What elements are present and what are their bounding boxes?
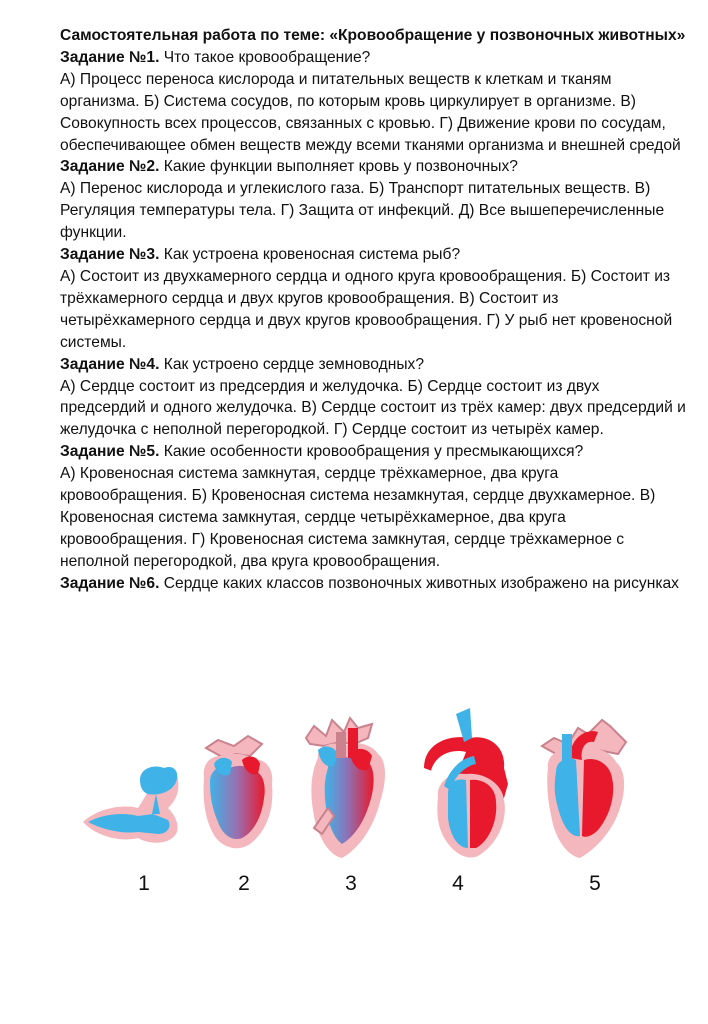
fish-heart-drawing — [83, 767, 178, 843]
bird-mammal-heart-drawing — [542, 720, 626, 858]
task-3 — [60, 244, 688, 266]
worksheet — [60, 25, 688, 595]
task-answers: А) Кровеносная система замкнутая, сердце трёхкамерное, два круга кровообращения. Б) Кровеносная система незамкнутая, сердце двухкамерное. В) Кровеносная система замкнутая, сердце четырёхкамерное, два круга кровообращения. Г) Кровеносная система замкнутая, сердце трёхкамерное с неполной перегородкой, два круга кровообращения. — [60, 465, 656, 570]
hearts-figure — [78, 698, 658, 873]
figure-number: 3 — [345, 872, 357, 895]
reptile-heart-drawing — [306, 718, 385, 858]
task-6 — [60, 573, 688, 595]
task-answers: А) Сердце состоит из предсердия и желудочка. Б) Сердце состоит из двух предсердий и одного желудочка. В) Сердце состоит из трёх камер: двух предсердий и желудочка с неполной перегородкой. Г) Сердце состоит из четырёх камер. — [60, 377, 686, 439]
task-question: Как устроено сердце земноводных? — [163, 355, 424, 373]
task-5 — [60, 441, 688, 463]
task-answers: А) Состоит из двухкамерного сердца и одного круга кровообращения. Б) Состоит из трёхкамерного сердца и двух кругов кровообращения. В) Состоит из четырёхкамерного сердца и двух кругов кровообращения. Г) У рыб нет кровеносной системы. — [60, 267, 673, 351]
worksheet-title: Самостоятельная работа по теме: «Кровообращение у позвоночных животных» — [60, 27, 686, 44]
task-label: Задание №2. — [60, 158, 160, 176]
figure-number: 2 — [238, 872, 250, 895]
task-question: Сердце каких классов позвоночных животных изображено на рисунках — [163, 574, 679, 592]
task-label: Задание №1. — [60, 48, 160, 66]
task-1 — [60, 47, 688, 69]
amphibian-heart-drawing — [204, 736, 273, 848]
figure-number-row — [0, 872, 708, 902]
four-chamber-heart-drawing — [424, 708, 508, 858]
figure-number: 4 — [452, 872, 464, 895]
task-question: Как устроена кровеносная система рыб? — [163, 246, 461, 264]
task-label: Задание №4. — [60, 355, 160, 373]
task-question: Что такое кровообращение? — [163, 48, 371, 66]
task-answers: А) Процесс переноса кислорода и питательных веществ к клеткам и тканям организма. Б) Система сосудов, по которым кровь циркулирует в организме. В) Совокупность всех процессов, связанных с кровью. Г) Движение крови по сосудам, обеспечивающее обмен веществ между всеми тканями организма и внешней средой — [60, 70, 681, 154]
task-question: Какие функции выполняет кровь у позвоночных? — [163, 158, 518, 176]
task-question: Какие особенности кровообращения у пресмыкающихся? — [163, 443, 584, 461]
task-label: Задание №3. — [60, 246, 160, 264]
figure-number: 5 — [589, 872, 601, 895]
task-label: Задание №6. — [60, 574, 160, 592]
task-4 — [60, 354, 688, 376]
task-answers: А) Перенос кислорода и углекислого газа. Б) Транспорт питательных веществ. В) Регуляция температуры тела. Г) Защита от инфекций. Д) Все вышеперечисленные функции. — [60, 180, 665, 242]
task-label: Задание №5. — [60, 443, 160, 461]
task-2 — [60, 156, 688, 178]
hearts-illustration — [78, 698, 658, 873]
figure-number: 1 — [138, 872, 150, 895]
